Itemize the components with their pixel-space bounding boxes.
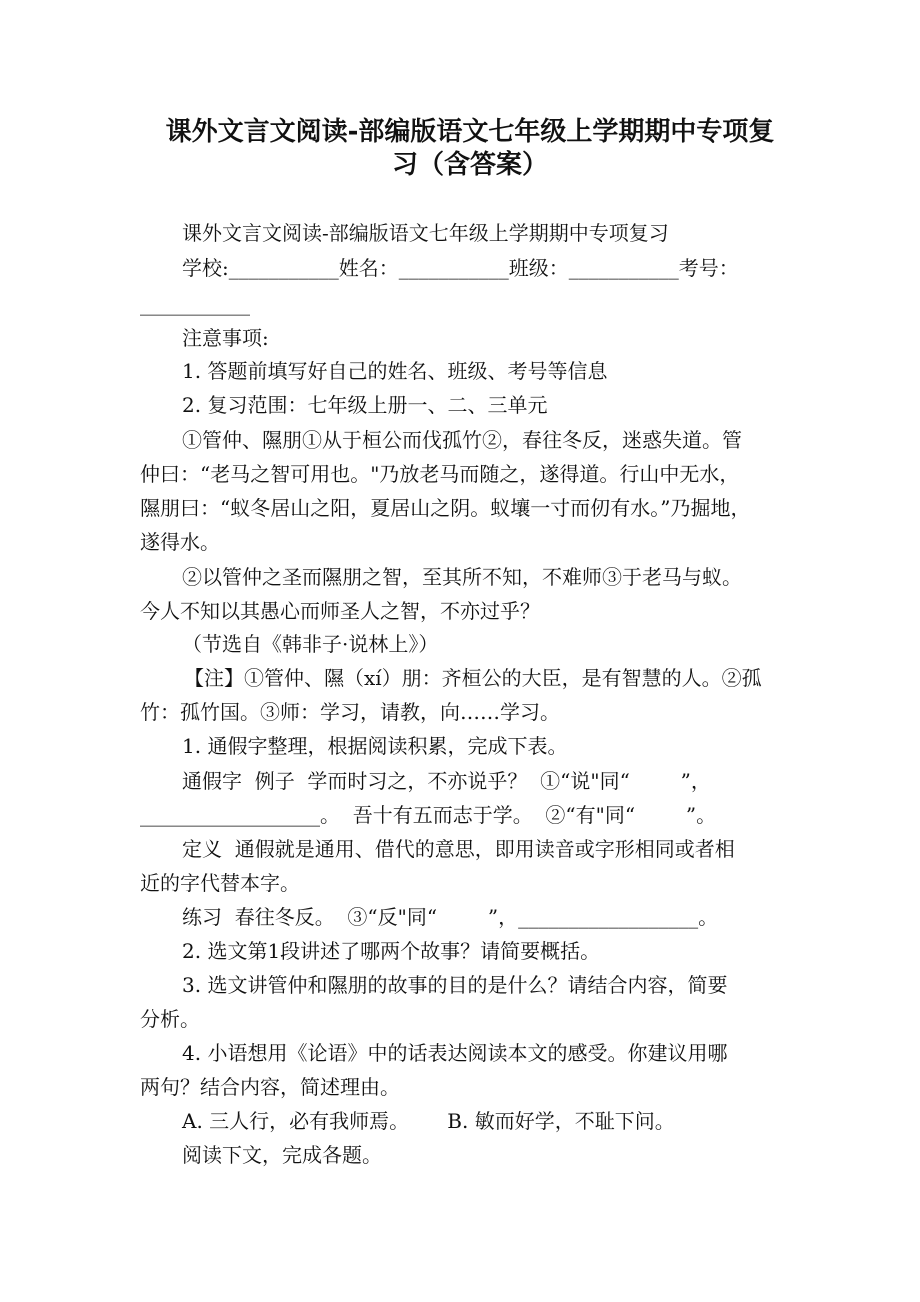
annotation-line-2: 竹：孤竹国。③师：学习，请教，向……学习。 xyxy=(140,700,560,724)
notice-item-1: 1. 答题前填写好自己的姓名、班级、考号等信息 xyxy=(182,359,608,383)
notice-heading: 注意事项: xyxy=(182,326,269,350)
subtitle-line: 课外文言文阅读-部编版语文七年级上学期期中专项复习 xyxy=(182,221,669,245)
question-4-options: A. 三人行，必有我师焉。 B. 敏而好学，不耻下问。 xyxy=(182,1109,675,1133)
info-fields-continue: ___________ xyxy=(140,292,250,316)
next-section-intro: 阅读下文，完成各题。 xyxy=(182,1143,382,1167)
question-3-line-1: 3. 选文讲管仲和隰朋的故事的目的是什么？请结合内容，简要 xyxy=(182,973,728,997)
table-row-2-line-1: 定义 通假就是通用、借代的意思，即用读音或字形相同或者相 xyxy=(182,837,735,861)
passage-p1-line-4: 遂得水。 xyxy=(140,530,220,554)
source-citation: （节选自《韩非子·说林上》） xyxy=(182,632,439,656)
passage-p1-line-1: ①管仲、隰朋①从于桓公而伐孤竹②，春往冬反，迷惑失道。管 xyxy=(182,428,742,452)
question-2: 2. 选文第1段讲述了哪两个故事？请简要概括。 xyxy=(182,939,601,963)
question-4-line-1: 4. 小语想用《论语》中的话表达阅读本文的感受。你建议用哪 xyxy=(182,1041,728,1065)
notice-item-2: 2. 复习范围：七年级上册一、二、三单元 xyxy=(182,393,548,417)
annotation-line-1: 【注】①管仲、隰（xí）朋：齐桓公的大臣，是有智慧的人。②孤 xyxy=(184,666,762,690)
info-fields-line: 学校:___________姓名：___________班级：___________考号： xyxy=(182,256,739,280)
table-row-1-line-2: __________________。 吾十有五而志于学。 ②“有"同“ ”。 xyxy=(140,803,717,827)
question-3-line-2: 分析。 xyxy=(140,1007,200,1031)
question-4-line-2: 两句？结合内容，简述理由。 xyxy=(140,1075,400,1099)
passage-p2-line-2: 今人不知以其愚心而师圣人之智，不亦过乎？ xyxy=(140,599,540,623)
table-row-1-line-1: 通假字 例子 学而时习之，不亦说乎？ ①“说"同“ ”， xyxy=(182,769,711,793)
passage-p1-line-2: 仲曰：“老马之智可用也。"乃放老马而随之，遂得道。行山中无水， xyxy=(140,462,740,486)
document-title-line-2: 习（含答案） xyxy=(391,150,548,180)
question-1: 1. 通假字整理，根据阅读积累，完成下表。 xyxy=(182,734,568,758)
document-title-line-1: 课外文言文阅读-部编版语文七年级上学期期中专项复 xyxy=(165,117,775,147)
table-row-2-line-2: 近的字代替本字。 xyxy=(140,871,300,895)
table-row-3: 练习 春往冬反。 ③“反"同“ ”，__________________。 xyxy=(182,905,719,929)
passage-p2-line-1: ②以管仲之圣而隰朋之智，至其所不知，不难师③于老马与蚁。 xyxy=(182,565,742,589)
passage-p1-line-3: 隰朋曰：“蚁冬居山之阳，夏居山之阴。蚁壤一寸而仞有水。”乃掘地， xyxy=(140,496,751,520)
